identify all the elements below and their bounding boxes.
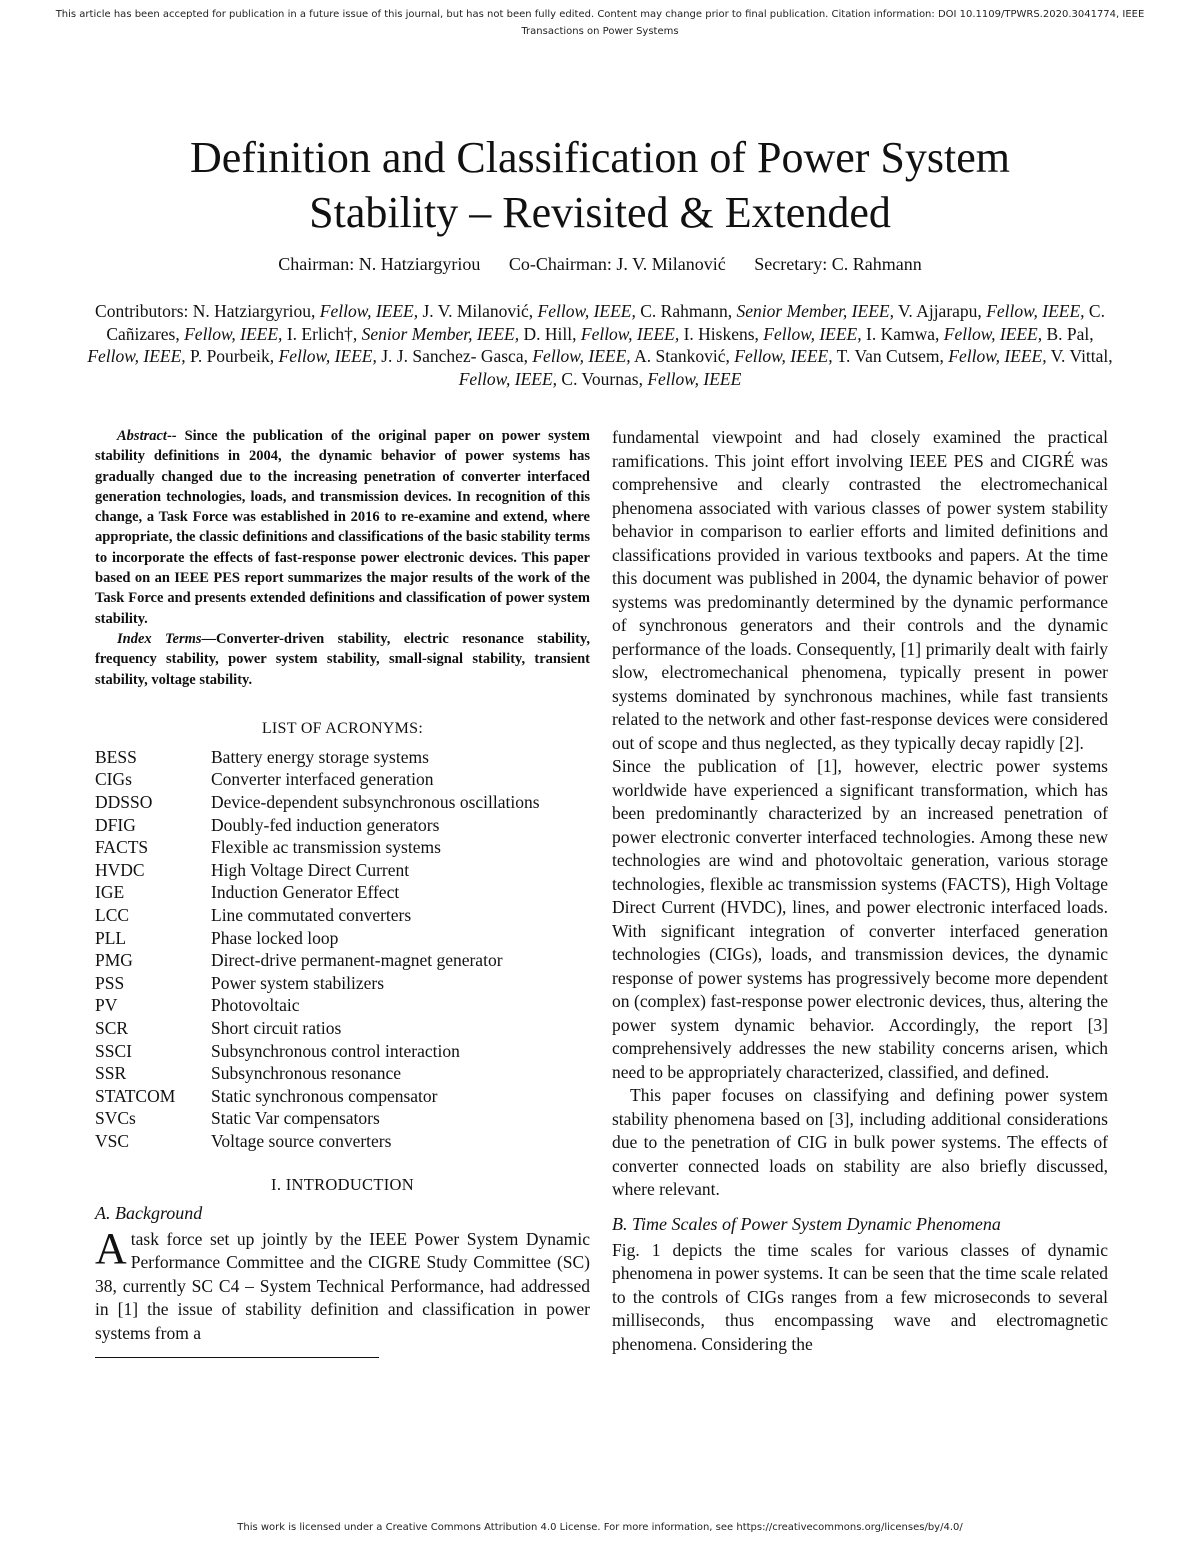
background-subheading: A. Background — [95, 1202, 203, 1223]
left-column — [95, 426, 590, 1358]
acronym-abbr: FACTS — [95, 837, 149, 858]
dropcap-letter: A — [95, 1223, 127, 1273]
acronym-row — [95, 1017, 540, 1040]
contributor-grade: Fellow, IEEE, — [580, 323, 680, 344]
acronym-definition: Battery energy storage systems — [211, 746, 429, 767]
acronym-definition: Static synchronous compensator — [211, 1085, 438, 1106]
acronym-row — [95, 1062, 540, 1085]
abstract — [95, 426, 590, 629]
acronym-abbr: LCC — [95, 905, 130, 926]
acronym-abbr: SVCs — [95, 1108, 136, 1129]
acronym-abbr: PSS — [95, 972, 125, 993]
acronym-abbr: HVDC — [95, 859, 145, 880]
contributor-name: C. Cañizares, — [106, 301, 1105, 344]
introduction-heading: I. INTRODUCTION — [271, 1174, 414, 1194]
contributor-name: P. Pourbeik, — [190, 346, 275, 366]
contributor-name: D. Hill, — [523, 323, 577, 344]
acronym-definition: Doubly-fed induction generators — [211, 814, 440, 835]
contributor-name: T. Van Cutsem, — [836, 346, 944, 366]
task-force-officers — [60, 254, 1140, 275]
contributor-grade: Fellow, IEEE, — [986, 301, 1085, 321]
time-scales-subheading: B. Time Scales of Power System Dynamic Phenomena — [612, 1213, 1001, 1234]
contributor-grade: Fellow, IEEE, — [537, 301, 636, 321]
contributors-lead: Contributors: — [95, 301, 189, 321]
acronym-definition: Induction Generator Effect — [211, 882, 400, 903]
chairman: Chairman: N. Hatziargyriou — [278, 254, 481, 274]
contributors — [80, 300, 1120, 390]
acronym-abbr: PV — [95, 995, 118, 1016]
contributor-name: I. Kamwa, — [866, 323, 940, 344]
acronym-row — [95, 949, 540, 972]
acronym-row — [95, 768, 540, 791]
acronym-definition: Subsynchronous control interaction — [211, 1040, 460, 1061]
abstract-text: Since the publication of the original paper on power system stability definitions in 2004, the dynamic behavior of power systems has gradually changed due to the increasing penetration of converter interfaced generation technologies, loads, and transmission devices. In recognition of this change, a Task Force was established in 2016 to re-examine and extend, where appropriate, the classic definitions and classifications of the basic stability terms to incorporate the effects of fast-response power electronic devices. This paper based on an IEEE PES report summarizes the major results of the work of the Task Force and presents extended definitions and classification of power system stability. — [95, 428, 590, 627]
acronym-definition: Subsynchronous resonance — [211, 1063, 402, 1084]
acronym-row — [95, 881, 540, 904]
acronym-row — [95, 836, 540, 859]
acronym-row — [95, 859, 540, 882]
acronym-definition: Short circuit ratios — [211, 1017, 342, 1038]
contributor-grade: Fellow, IEEE, — [532, 346, 631, 366]
contributors-list — [87, 301, 1112, 389]
paper-title — [60, 130, 1140, 240]
acronym-abbr: PMG — [95, 950, 133, 971]
contributor-name: J. V. Milanović, — [422, 301, 534, 321]
acronym-abbr: SCR — [95, 1017, 129, 1038]
index-terms-text: —Converter-driven stability, electric resonance stability, frequency stability, power system stability, small-signal stability, transient stability, voltage stability. — [95, 630, 590, 688]
contributor-grade: Senior Member, IEEE, — [361, 323, 520, 344]
acronym-abbr: PLL — [95, 927, 127, 948]
contributor-grade: Fellow, IEEE, — [87, 346, 186, 366]
contributor-grade: Fellow, IEEE, — [763, 323, 862, 344]
right-paragraph-2: Since the publication of [1], however, electric power systems worldwide have experienced a significant transformation, which has been predominantly characterized by an increased penetration of power electronic converter interfaced technologies. Among these new technologies are wind and photovoltaic generation, various storage technologies, flexible ac transmission systems (FACTS), High Voltage Direct Current (HVDC), lines, and power electronic interfaced loads. With significant integration of converter interfaced generation technologies (CIGs), loads, and transmission devices, the dynamic response of power systems has progressively become more dependent on (complex) fast-response power electronic devices, thus, altering the power system dynamic behavior. Accordingly, the report [3] comprehensively addresses the new stability concerns arisen, which need to be appropriately characterized, classified, and defined. — [612, 756, 1108, 1082]
right-column — [612, 426, 1108, 1356]
contributor-grade: Senior Member, IEEE, — [736, 301, 894, 321]
contributor-name: C. Vournas, — [561, 368, 643, 389]
acronym-definition: Converter interfaced generation — [211, 769, 434, 790]
contributor-name: I. Hiskens, — [683, 323, 759, 344]
acronym-abbr: DDSSO — [95, 792, 153, 813]
contributor-grade: Fellow, IEEE, — [184, 323, 283, 344]
header-note-line1: This article has been accepted for publication in a future issue of this journal, but has not been fully edited. Content may change prior to final publication. Citation information: DOI 10.1109/TPWRS.2020.3041774, IEEE — [55, 9, 1145, 20]
acronym-definition: High Voltage Direct Current — [211, 859, 410, 880]
contributor-name: C. Rahmann, — [640, 301, 733, 321]
acronyms-title: LIST OF ACRONYMS: — [261, 719, 424, 737]
contributor-grade: Fellow, IEEE, — [458, 368, 558, 389]
acronym-definition: Direct-drive permanent-magnet generator — [211, 950, 503, 971]
acronym-definition: Static Var compensators — [211, 1108, 380, 1129]
contributor-grade: Fellow, IEEE, — [278, 346, 377, 366]
acronym-definition: Phase locked loop — [211, 927, 339, 948]
acronym-row — [95, 994, 540, 1017]
acronym-definition: Flexible ac transmission systems — [211, 837, 441, 858]
contributor-grade: Fellow, IEEE, — [948, 346, 1047, 366]
acronym-definition: Photovoltaic — [211, 995, 300, 1016]
acronym-row — [95, 746, 540, 769]
background-text: task force set up jointly by the IEEE Power System Dynamic Performance Committee and the CIGRE Study Committee (SC) 38, currently SC C4 – System Technical Performance, had addressed in [1] the issue of stability definition and classification in power systems from a — [95, 1228, 590, 1343]
contributor-name: A. Stanković, — [634, 346, 730, 366]
acronyms-table — [95, 746, 540, 1153]
acronym-definition: Power system stabilizers — [211, 972, 385, 993]
acronym-definition: Voltage source converters — [211, 1130, 392, 1151]
contributor-name: B. Pal, — [1046, 323, 1094, 344]
index-terms — [95, 629, 590, 690]
acronym-abbr: IGE — [95, 882, 125, 903]
right-paragraph-3: This paper focuses on classifying and defining power system stability phenomena based on [3], including additional considerations due to the penetration of CIG in bulk power systems. The effects of converter connected loads on stability are also briefly discussed, where relevant. — [612, 1085, 1108, 1199]
acronym-row — [95, 1107, 540, 1130]
right-paragraph-4: Fig. 1 depicts the time scales for various classes of dynamic phenomena in power systems. It can be seen that the time scale related to the controls of CIGs ranges from a few microseconds to several milliseconds, thus encompassing wave and electromagnetic phenomena. Considering the — [612, 1239, 1108, 1354]
title-line2: Stability – Revisited & Extended — [309, 188, 891, 237]
acronym-abbr: CIGs — [95, 769, 132, 790]
footnote-rule — [95, 1357, 379, 1358]
contributor-grade: Fellow, IEEE, — [734, 346, 833, 366]
abstract-label: Abstract — [117, 428, 167, 444]
contributor-name: V. Vittal, — [1050, 346, 1113, 366]
secretary: Secretary: C. Rahmann — [754, 254, 922, 274]
contributor-name: V. Ajjarapu, — [898, 301, 982, 321]
acronym-row — [95, 791, 540, 814]
acronym-abbr: BESS — [95, 746, 137, 767]
acronym-row — [95, 1130, 540, 1153]
acronym-row — [95, 814, 540, 837]
background-paragraph — [95, 1223, 590, 1346]
right-paragraph-1: fundamental viewpoint and had closely examined the practical ramifications. This joint effort involving IEEE PES and CIGRÉ was comprehensive and clearly contrasted the electromechanical phenomena associated with various classes of power system stability behavior in comparison to earlier efforts and limited definitions and classifications provided in various textbooks and papers. At the time this document was published in 2004, the dynamic behavior of power systems was predominantly determined by the dynamic performance of synchronous generators and their controls and the dynamic performance of the loads. Consequently, [1] primarily dealt with fairly slow, electromechanical phenomena, typically present in power systems dominated by synchronous machines, while fast transients related to the network and other fast-response devices were considered out of scope and thus neglected, as they typically decay rapidly [2]. — [612, 427, 1108, 753]
license-footer: This work is licensed under a Creative Commons Attribution 4.0 License. For more information, see https://creativecommons.org/licenses/by/4.0/ — [237, 1522, 963, 1533]
acronym-abbr: SSR — [95, 1063, 127, 1084]
acronym-abbr: SSCI — [95, 1040, 132, 1061]
contributor-grade: Fellow, IEEE, — [319, 301, 419, 321]
acronym-row — [95, 1040, 540, 1063]
index-terms-label: Index Terms — [117, 630, 202, 647]
acronym-abbr: DFIG — [95, 814, 136, 835]
journal-header-note — [20, 6, 1180, 40]
acronym-row — [95, 927, 540, 950]
acronym-row — [95, 972, 540, 995]
acronym-abbr: STATCOM — [95, 1085, 176, 1106]
acronym-definition: Line commutated converters — [211, 905, 412, 926]
contributor-name: N. Hatziargyriou, — [192, 301, 316, 321]
contributor-grade: Fellow, IEEE — [647, 368, 742, 389]
header-note-line2: Transactions on Power Systems — [521, 26, 679, 37]
acronym-definition: Device-dependent subsynchronous oscillations — [211, 792, 540, 813]
contributor-name: I. Erlich†, — [286, 323, 358, 344]
contributor-grade: Fellow, IEEE, — [943, 323, 1043, 344]
contributor-name: J. J. Sanchez- Gasca, — [381, 346, 528, 366]
abstract-dash: -- — [166, 428, 185, 444]
acronym-row — [95, 1085, 540, 1108]
title-line1: Definition and Classification of Power System — [190, 133, 1010, 182]
acronym-abbr: VSC — [95, 1130, 130, 1151]
acronym-row — [95, 904, 540, 927]
co-chairman: Co-Chairman: J. V. Milanović — [508, 254, 726, 274]
